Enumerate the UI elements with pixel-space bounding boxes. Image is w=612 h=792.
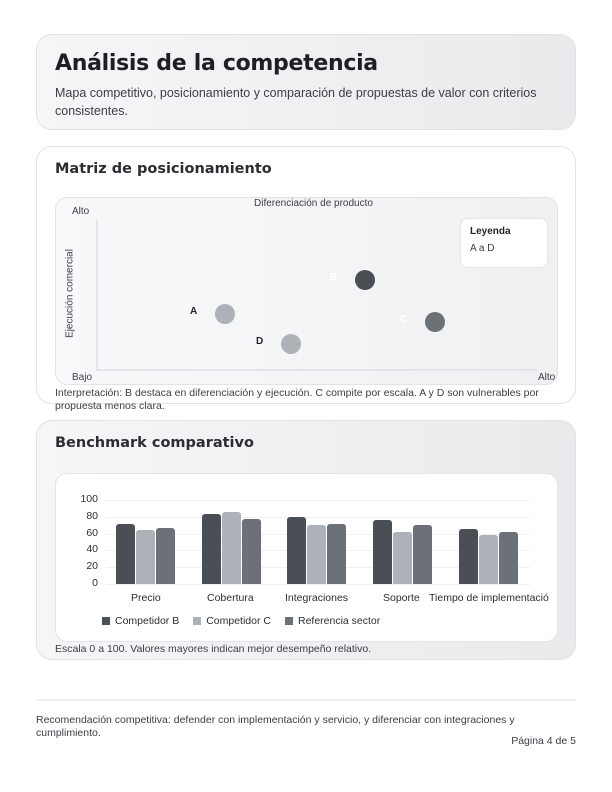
y-axis-low-label: Bajo <box>72 372 93 383</box>
header-card <box>36 34 576 130</box>
point-b <box>355 270 375 290</box>
y-axis-line <box>96 220 98 370</box>
legend-label: Competidor C <box>206 615 271 627</box>
bar-group-tiempo-implementacion <box>459 500 519 584</box>
bar-competidor-c <box>307 525 326 584</box>
benchmark-card <box>36 420 576 660</box>
page-number: Página 4 de 5 <box>511 735 576 747</box>
bar-competidor-c <box>479 535 498 584</box>
legend-swatch-icon <box>285 617 293 625</box>
legend-swatch-icon <box>193 617 201 625</box>
bar-competidor-c <box>136 530 155 584</box>
point-label-c: C <box>400 314 408 325</box>
point-label-a: A <box>190 306 198 317</box>
legend-text: A a D <box>470 243 495 254</box>
bar-referencia-sector <box>413 525 432 584</box>
x-tick: Tiempo de implementació <box>429 592 549 604</box>
positioning-matrix-card <box>36 146 576 412</box>
x-tick: Soporte <box>383 592 420 604</box>
bar-competidor-c <box>222 512 241 584</box>
x-axis-title: Diferenciación de producto <box>254 198 373 209</box>
legend-item-competidor-c <box>193 615 271 627</box>
x-tick: Cobertura <box>207 592 254 604</box>
benchmark-note: Escala 0 a 100. Valores mayores indican mejor desempeño relativo. <box>55 643 372 655</box>
y-axis-high-label: Alto <box>72 206 90 217</box>
legend-swatch-icon <box>102 617 110 625</box>
matrix-interpretation: Interpretación: B destaca en diferenciación y ejecución. C compite por escala. A y D son vulnerables por propuesta menos clara. <box>55 387 539 412</box>
x-axis-line <box>96 369 538 371</box>
y-tick: 60 <box>86 527 98 539</box>
bar-competidor-b <box>202 514 221 584</box>
legend-item-referencia-sector <box>285 615 380 627</box>
bar-competidor-b <box>287 517 306 584</box>
bar-group-cobertura <box>202 500 262 584</box>
bar-referencia-sector <box>242 519 261 584</box>
bar-competidor-b <box>459 529 478 584</box>
y-tick: 80 <box>86 510 98 522</box>
bar-group-precio <box>116 500 176 584</box>
section-title: Matriz de posicionamiento <box>55 161 272 177</box>
bar-competidor-b <box>373 520 392 584</box>
benchmark-chart <box>55 473 558 642</box>
y-tick: 40 <box>86 543 98 555</box>
x-tick: Precio <box>131 592 161 604</box>
matrix-legend <box>460 218 548 268</box>
bar-competidor-b <box>116 524 135 584</box>
legend-label: Referencia sector <box>297 615 381 627</box>
y-tick: 20 <box>86 560 98 572</box>
point-label-b: B <box>330 272 338 283</box>
bar-referencia-sector <box>499 532 518 584</box>
page-title: Análisis de la competencia <box>55 51 378 76</box>
point-d <box>281 334 301 354</box>
point-c <box>425 312 445 332</box>
page-subtitle: Mapa competitivo, posicionamiento y comparación de propuestas de valor con criterios consistentes. <box>55 86 537 118</box>
bar-group-soporte <box>373 500 433 584</box>
section-title: Benchmark comparativo <box>55 435 254 451</box>
positioning-matrix <box>55 197 558 385</box>
footer-recommendation: Recomendación competitiva: defender con implementación y servicio, y diferenciar con integraciones y cumplimiento. <box>36 714 515 739</box>
y-tick: 100 <box>80 493 98 505</box>
bar-referencia-sector <box>327 524 346 584</box>
x-axis-high-label: Alto <box>538 372 556 383</box>
x-tick: Integraciones <box>285 592 349 604</box>
gridline <box>106 584 530 585</box>
point-a <box>215 304 235 324</box>
chart-legend <box>102 615 380 627</box>
bar-referencia-sector <box>156 528 175 584</box>
legend-label: Competidor B <box>115 615 180 627</box>
footer-divider <box>36 699 576 701</box>
plot-area <box>80 493 530 589</box>
y-axis-title: Ejecución comercial <box>64 249 76 338</box>
point-label-d: D <box>256 336 264 347</box>
bar-competidor-c <box>393 532 412 584</box>
legend-item-competidor-b <box>102 615 179 627</box>
legend-title: Leyenda <box>470 226 511 237</box>
y-tick: 0 <box>92 577 98 589</box>
bar-group-integraciones <box>287 500 347 584</box>
